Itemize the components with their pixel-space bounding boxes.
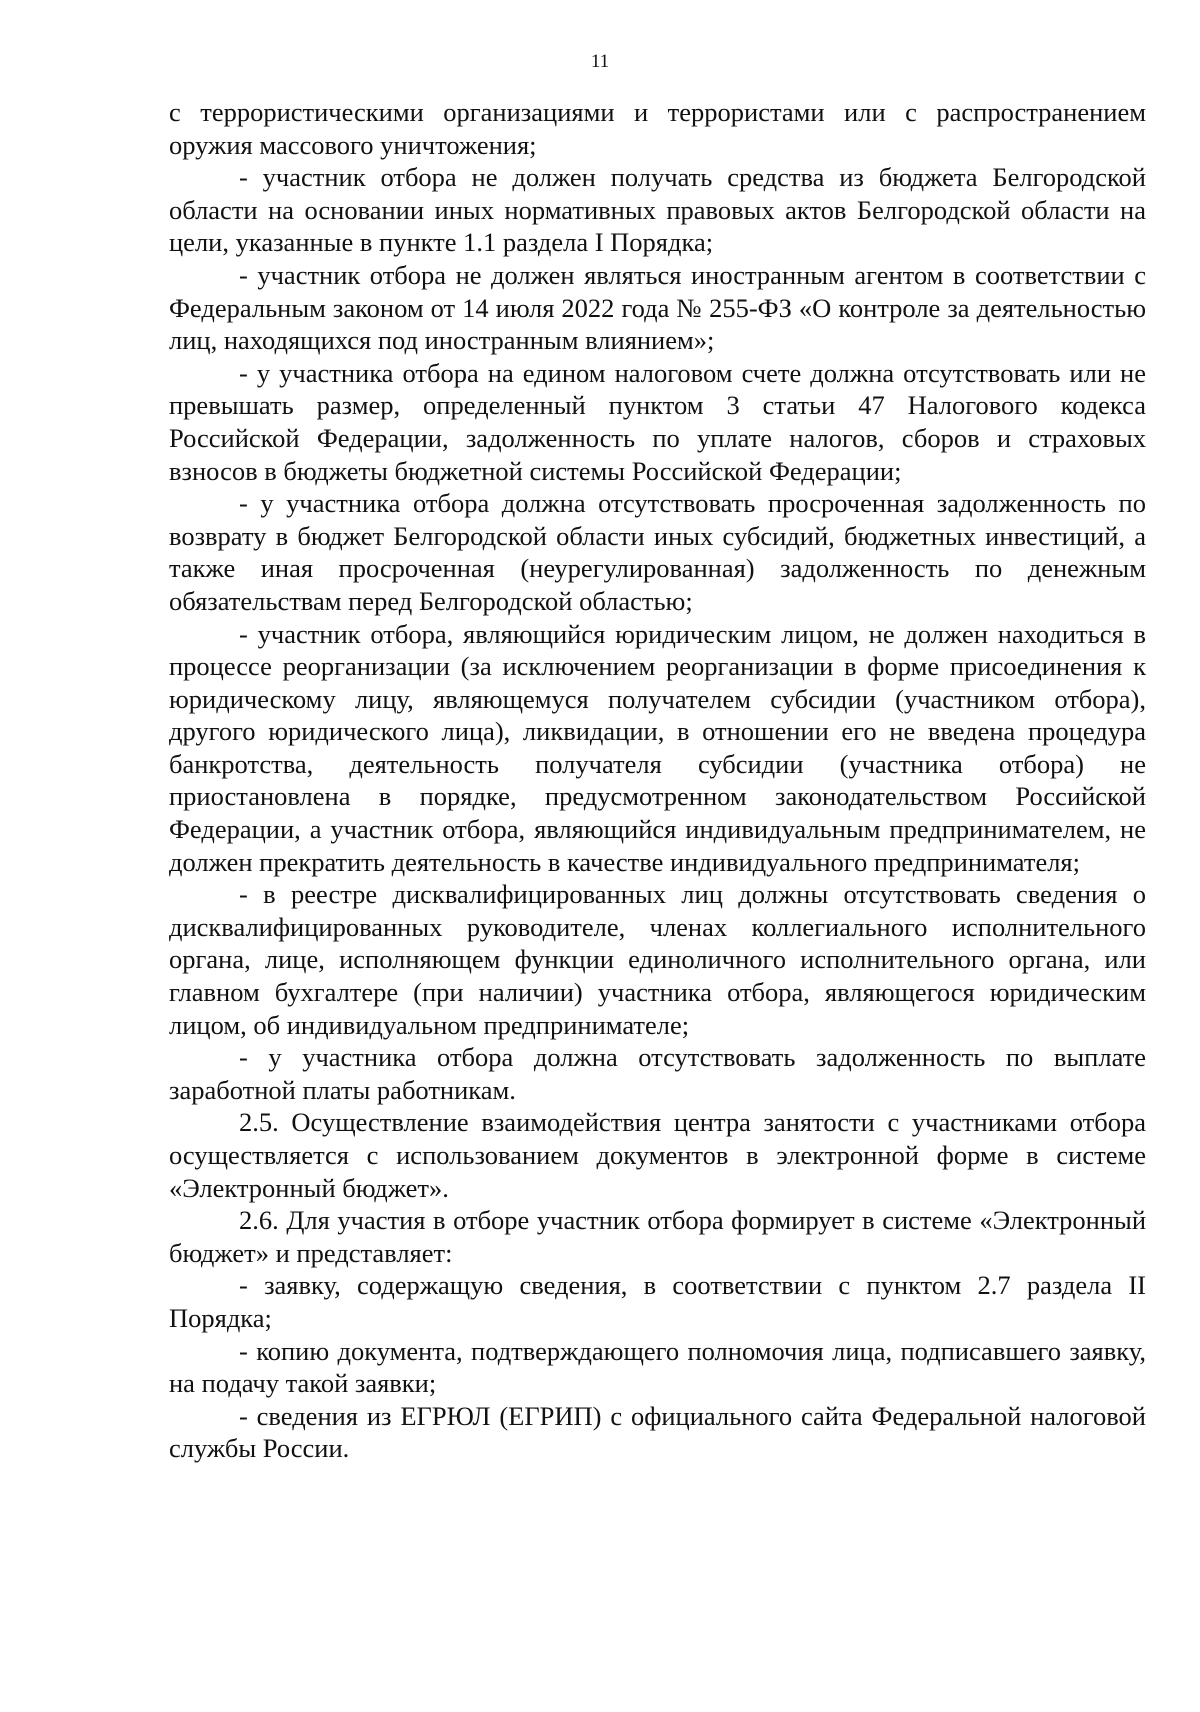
paragraph: - у участника отбора должна отсутствовать просроченная задолженность по возврату в бюджет Белгородской области иных субсидий, бюджетных инвестиций, а также иная просроченная (неурегулированная) задолженность по денежным обязательствам перед Белгородской областью; — [169, 488, 1146, 616]
paragraph: - заявку, содержащую сведения, в соответствии с пунктом 2.7 раздела II Порядка; — [169, 1270, 1146, 1333]
paragraph: - копию документа, подтверждающего полномочия лица, подписавшего заявку, на подачу такой заявки; — [169, 1335, 1146, 1399]
paragraph: - в реестре дисквалифицированных лиц должны отсутствовать сведения о дисквалифицированных руководителе, членах коллегиального исполнительного органа, лице, исполняющем функции единоличного исполнительного органа, или главном бухгалтере (при наличии) участника отбора, являющегося юридическим лицом, об индивидуальном предпринимателе; — [169, 879, 1146, 1040]
paragraph: - участник отбора не должен являться иностранным агентом в соответствии с Федеральным законом от 14 июля 2022 года № 255-ФЗ «О контроле за деятельностью лиц, находящихся под иностранным влиянием»; — [169, 259, 1146, 356]
document-body — [169, 96, 1146, 1465]
paragraph: 2.5. Осуществление взаимодействия центра занятости с участниками отбора осуществляется с использованием документов в электронной форме в системе «Электронный бюджет». — [169, 1107, 1146, 1203]
page-number: 11 — [590, 51, 610, 72]
paragraph: - сведения из ЕГРЮЛ (ЕГРИП) с официального сайта Федеральной налоговой службы России. — [169, 1400, 1146, 1464]
paragraph: с террористическими организациями и террористами или с распространением оружия массового уничтожения; — [169, 97, 1146, 160]
paragraph: - участник отбора не должен получать средства из бюджета Белгородской области на основании иных нормативных правовых актов Белгородской области на цели, указанные в пункте 1.1 раздела I Порядка; — [169, 162, 1146, 258]
paragraph: 2.6. Для участия в отборе участник отбора формирует в системе «Электронный бюджет» и представляет: — [169, 1205, 1146, 1268]
paragraph: - у участника отбора должна отсутствовать задолженность по выплате заработной платы работникам. — [169, 1042, 1146, 1105]
paragraph: - участник отбора, являющийся юридическим лицом, не должен находиться в процессе реорганизации (за исключением реорганизации в форме присоединения к юридическому лицу, являющемуся получателем субсидии (участником отбора), другого юридического лица), ликвидации, в отношении его не введена процедура банкротства, деятельность получателя субсидии (участника отбора) не приостановлена в порядке, предусмотренном законодательством Российской Федерации, а участник отбора, являющийся индивидуальным предпринимателем, не должен прекратить деятельность в качестве индивидуального предпринимателя; — [169, 618, 1146, 877]
paragraph: - у участника отбора на едином налоговом счете должна отсутствовать или не превышать размер, определенный пунктом 3 статьи 47 Налогового кодекса Российской Федерации, задолженность по уплате налогов, сборов и страховых взносов в бюджеты бюджетной системы Российской Федерации; — [169, 357, 1146, 486]
